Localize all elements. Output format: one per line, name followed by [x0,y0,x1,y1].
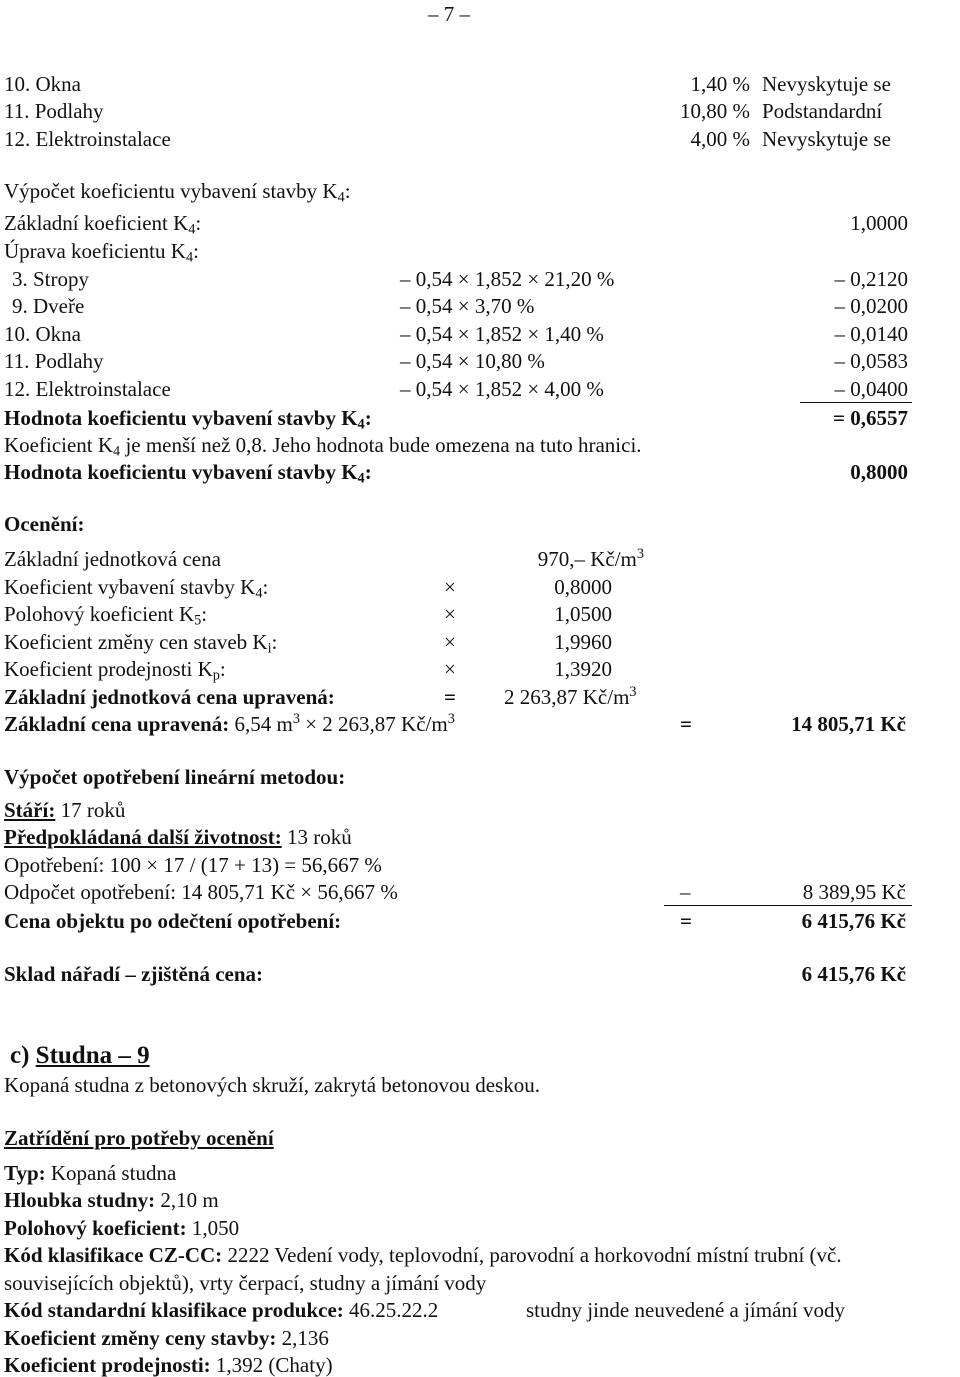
oceneni-label: Koeficient prodejnosti $K_p$: [4,657,226,684]
oceneni-value: 0,8000 [554,575,612,599]
adjust-label: 12. Elektroinstalace [4,377,171,401]
deduction-label: Odpočet opotřebení: 14 805,71 Kč × 56,667 % [4,880,398,904]
studna-description: Kopaná studna z betonových skruží, zakrytá betonovou deskou. [4,1073,540,1097]
adjust-label: 9. Dveře [12,294,85,318]
adjust-value: – 0,0583 [834,349,908,373]
sale-coefficient: Koeficient prodejnosti: 1,392 (Chaty) [4,1353,333,1377]
oceneni-op: × [444,630,456,654]
row-value: 4,00 % [690,127,750,151]
adjust-value: – 0,0400 [834,377,908,401]
row-label: 10. Okna [4,72,81,96]
row-status: Nevyskytuje se [762,72,891,96]
row-value: 1,40 % [690,72,750,96]
wear-line: Opotřebení: 100 × 17 / (17 + 13) = 56,667 % [4,853,382,877]
k4-final-value: 0,8000 [850,460,908,484]
oceneni-op: × [444,575,456,599]
base-price-op: = [680,712,692,736]
adjust-label: 3. Stropy [12,267,90,291]
sum-rule [800,402,912,403]
row-label: 12. Elektroinstalace [4,127,171,151]
oceneni-op: × [444,657,456,681]
row-value: 10,80 % [680,99,750,123]
classification-item: Polohový koeficient: 1,050 [4,1216,240,1240]
net-price-value: 6 415,76 Kč [801,909,906,933]
unit-price-value: 2 263,87 $Kč/m^3$ [504,684,637,709]
change-coefficient: Koeficient změny ceny stavby: 2,136 [4,1326,329,1350]
base-price-value: 14 805,71 Kč [791,712,906,736]
adjust-formula: – 0,54 × 10,80 % [400,349,545,373]
k4-base-label: Základní koeficient $K_4$: [4,211,202,238]
deduction-rule [664,905,912,906]
k4-note: Koeficient $K_4$ je menší než 0,8. Jeho hodnota bude omezena na tuto hranici. [4,433,642,460]
k4-result-value: = 0,6557 [833,406,908,430]
row-status: Nevyskytuje se [762,127,891,151]
classification-item: Kód klasifikace CZ-CC: 2222 Vedení vody, teplovodní, parovodní a horkovodní místní trubní (vč. [4,1243,842,1267]
classification-heading: Zatřídění pro potřeby ocenění [4,1126,274,1150]
k4-result-label: Hodnota koeficientu vybavení stavby $K_4$: [4,406,372,433]
unit-price-label: Základní jednotková cena upravená: [4,685,335,709]
k4-base-value: 1,0000 [850,211,908,235]
adjust-formula: – 0,54 × 1,852 × 4,00 % [400,377,604,401]
jkso-line: Kód standardní klasifikace produkce: 46.25.22.2 [4,1298,439,1322]
classification-item: Typ: Kopaná studna [4,1161,177,1185]
wear-heading: Výpočet opotřebení lineární metodou: [4,765,346,789]
oceneni-value: 970,– $Kč/m^3$ [537,546,644,571]
oceneni-label: Základní jednotková cena [4,547,221,571]
oceneni-op: × [444,602,456,626]
jkso-description: studny jinde neuvedené a jímání vody [526,1298,846,1322]
adjust-formula: – 0,54 × 1,852 × 1,40 % [400,322,604,346]
oceneni-heading: Ocenění: [4,512,85,536]
studna-heading: c) Studna – 9 [10,1042,150,1069]
final-price-label: Sklad nářadí – zjištěná cena: [4,962,264,986]
k4-adjust-label: Úprava koeficientu $K_4$: [4,239,199,266]
adjust-label: 11. Podlahy [4,349,104,373]
k4-final-label: Hodnota koeficientu vybavení stavby $K_4$: [4,460,372,487]
final-price-value: 6 415,76 Kč [801,962,906,986]
net-price-label: Cena objektu po odečtení opotřebení: [4,909,342,933]
row-label: 11. Podlahy [4,99,104,123]
adjust-value: – 0,0200 [834,294,908,318]
adjust-value: – 0,0140 [834,322,908,346]
oceneni-value: 1,0500 [554,602,612,626]
base-price-line: Základní cena upravená: 6,54 $m^3 \times 2$ 263,87 $Kč/m^3$ [4,711,455,736]
classification-continuation: souvisejících objektů), vrty čerpací, studny a jímání vody [4,1271,487,1295]
adjust-value: – 0,2120 [834,267,908,291]
adjust-label: 10. Okna [4,322,81,346]
k4-heading: Výpočet koeficientu vybavení stavby $K_4$: [4,179,351,206]
oceneni-value: 1,3920 [554,657,612,681]
age-line: Stáří: 17 roků [4,798,126,822]
adjust-formula: – 0,54 × 1,852 × 21,20 % [400,267,615,291]
adjust-formula: – 0,54 × 3,70 % [400,294,535,318]
page-number: – 7 – [428,2,470,26]
deduction-value: 8 389,95 Kč [802,880,906,904]
oceneni-label: Koeficient změny cen staveb $K_i$: [4,630,278,657]
row-status: Podstandardní [762,99,883,123]
oceneni-label: Polohový koeficient $K_5$: [4,602,208,629]
unit-price-op: = [444,685,456,709]
classification-item: Hloubka studny: 2,10 m [4,1188,219,1212]
oceneni-value: 1,9960 [554,630,612,654]
life-line: Předpokládaná další životnost: 13 roků [4,825,352,849]
oceneni-label: Koeficient vybavení stavby $K_4$: [4,575,269,602]
deduction-op: – [680,880,691,904]
net-price-op: = [680,909,692,933]
